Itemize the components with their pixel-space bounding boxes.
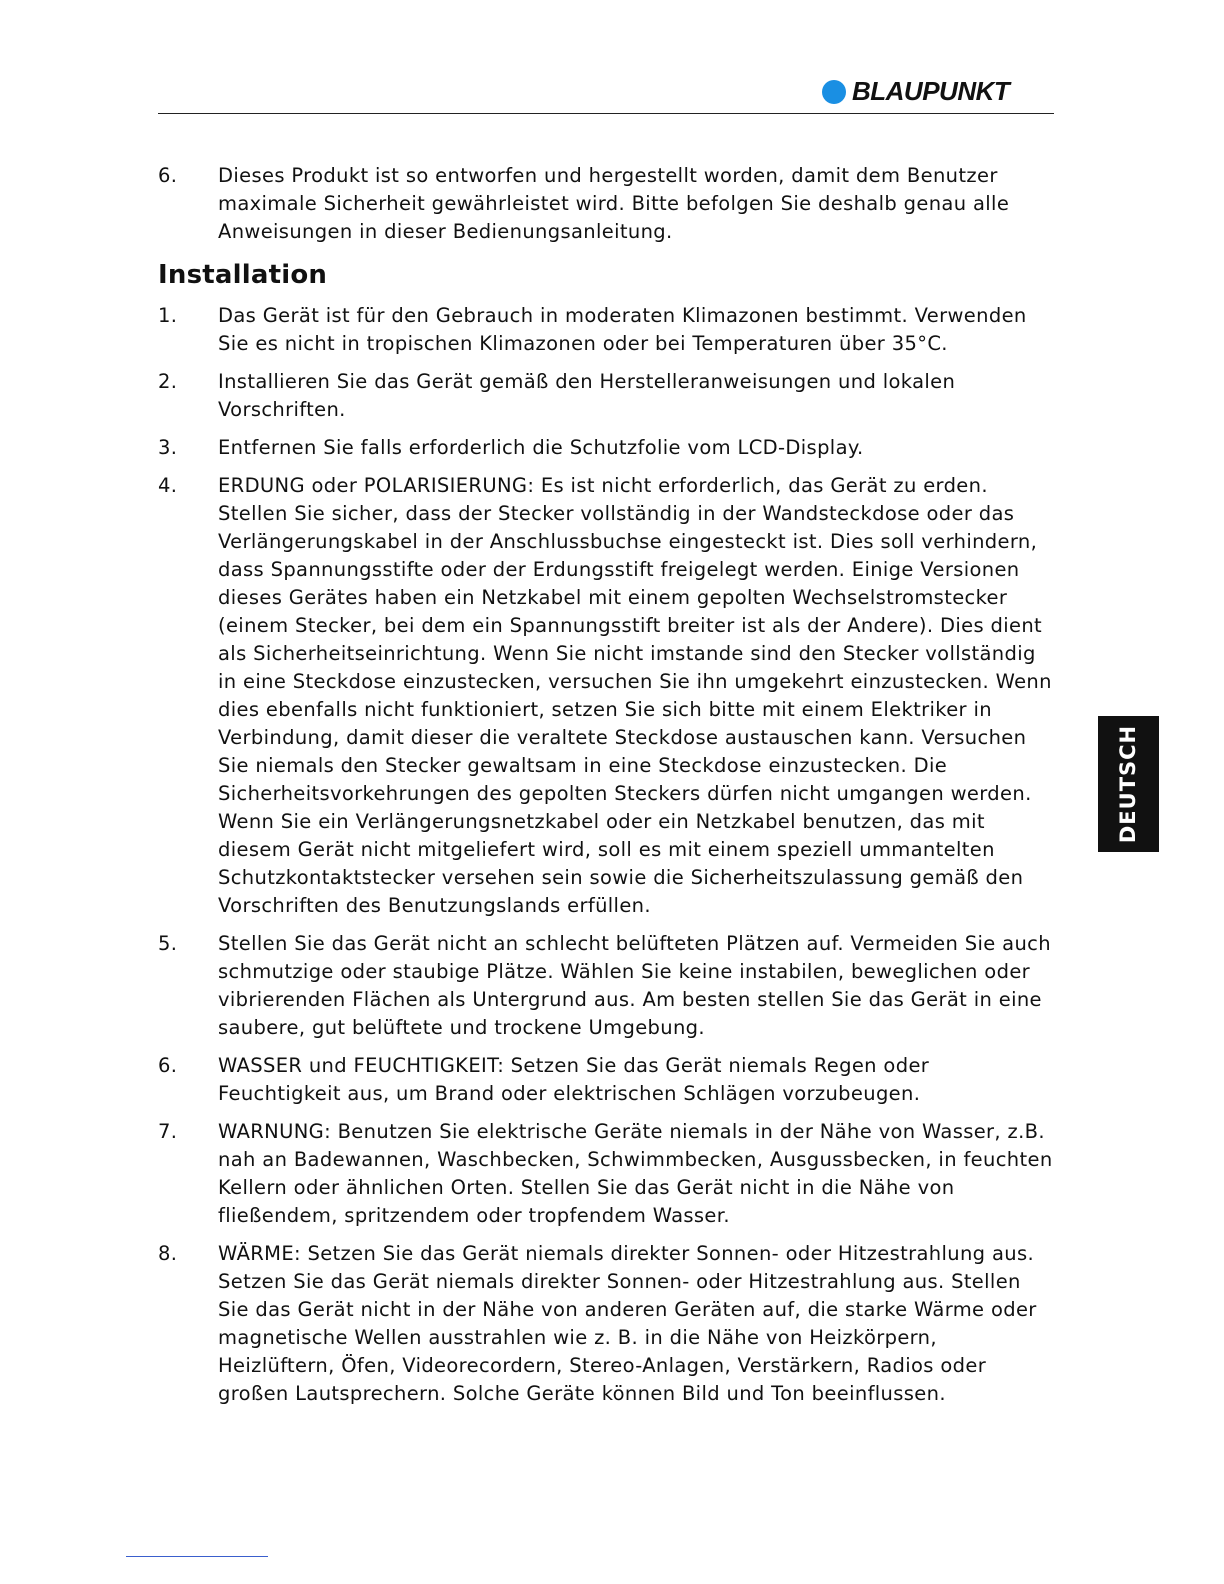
item-text: WASSER und FEUCHTIGKEIT: Setzen Sie das Gerät niemals Regen oder Feuchtigkeit aus, um Brand oder elektrischen Schlägen vorzubeugen. xyxy=(218,1054,930,1105)
list-item xyxy=(158,302,1058,358)
item-number: 4. xyxy=(158,474,178,497)
item-text: Dieses Produkt ist so entworfen und hergestellt worden, damit dem Benutzer maximale Sicherheit gewährleistet wird. Bitte befolgen Sie deshalb genau alle Anweisungen in dieser Bedienungsanleitung. xyxy=(218,164,1010,243)
header-divider xyxy=(158,113,1054,114)
document-body xyxy=(158,162,1058,1418)
language-tab xyxy=(1098,716,1159,852)
item-number: 6. xyxy=(158,164,178,187)
item-text: Das Gerät ist für den Gebrauch in moderaten Klimazonen bestimmt. Verwenden Sie es nicht in tropischen Klimazonen oder bei Temperaturen über 35°C. xyxy=(218,304,1027,355)
item-number: 7. xyxy=(158,1120,178,1143)
item-number: 1. xyxy=(158,304,178,327)
section-heading: Installation xyxy=(158,260,328,290)
list-item xyxy=(158,368,1058,424)
item-number: 6. xyxy=(158,1054,178,1077)
list-item xyxy=(158,162,1058,246)
list-item xyxy=(158,1052,1058,1108)
list-item xyxy=(158,930,1058,1042)
item-text: ERDUNG oder POLARISIERUNG: Es ist nicht erforderlich, das Gerät zu erden. Stellen Sie sicher, dass der Stecker vollständig in der Wandsteckdose oder das Verlängerungskabel in der Anschlussbuchse eingesteckt ist. Dies soll verhindern, dass Spannungsstifte oder der Erdungsstift freigelegt werden. Einige Versionen dieses Gerätes haben ein Netzkabel mit einem gepolten Wechselstromstecker (einem Stecker, bei dem ein Spannungsstift breiter ist als der Andere). Dies dient als Sicherheitseinrichtung. Wenn Sie nicht imstande sind den Stecker vollständig in eine Steckdose einzustecken, versuchen Sie ihn umgekehrt einzustecken. Wenn dies ebenfalls nicht funktioniert, setzen Sie sich bitte mit einem Elektriker in Verbindung, damit dieser die veraltete Steckdose austauschen kann. Versuchen Sie niemals den Stecker gewaltsam in eine Steckdose einzustecken. Die Sicherheitsvorkehrungen des gepolten Steckers dürfen nicht umgangen werden. Wenn Sie ein Verlängerungsnetzkabel oder ein Netzkabel benutzen, das mit diesem Gerät nicht mitgeliefert wird, soll es mit einem speziell ummantelten Schutzkontaktstecker versehen sein sowie die Sicherheitszulassung gemäß den Vorschriften des Benutzungslands erfüllen. xyxy=(218,474,1052,917)
list-item xyxy=(158,1240,1058,1408)
item-number: 8. xyxy=(158,1242,178,1265)
item-number: 2. xyxy=(158,370,178,393)
brand-name: BLAUPUNKT xyxy=(852,76,1010,106)
brand-dot-icon xyxy=(822,80,846,104)
item-number: 5. xyxy=(158,932,178,955)
list-item xyxy=(158,1118,1058,1230)
list-item xyxy=(158,434,1058,462)
item-text: WÄRME: Setzen Sie das Gerät niemals direkter Sonnen- oder Hitzestrahlung aus. Setzen Sie das Gerät niemals direkter Sonnen- oder Hitzestrahlung aus. Stellen Sie das Gerät nicht in der Nähe von anderen Geräten auf, die starke Wärme oder magnetische Wellen ausstrahlen wie z. B. in die Nähe von Heizkörpern, Heizlüftern, Öfen, Videorecordern, Stereo-Anlagen, Verstärkern, Radios oder großen Lautsprechern. Solche Geräte können Bild und Ton beeinflussen. xyxy=(218,1242,1037,1405)
item-text: Installieren Sie das Gerät gemäß den Herstelleranweisungen und lokalen Vorschriften. xyxy=(218,370,956,421)
footer-link-underline xyxy=(126,1556,268,1557)
item-text: WARNUNG: Benutzen Sie elektrische Geräte niemals in der Nähe von Wasser, z.B. nah an Badewannen, Waschbecken, Schwimmbecken, Ausgussbecken, in feuchten Kellern oder ähnlichen Orten. Stellen Sie das Gerät nicht in die Nähe von fließendem, spritzendem oder tropfendem Wasser. xyxy=(218,1120,1053,1227)
item-text: Entfernen Sie falls erforderlich die Schutzfolie vom LCD-Display. xyxy=(218,436,864,459)
item-number: 3. xyxy=(158,436,178,459)
item-text: Stellen Sie das Gerät nicht an schlecht belüfteten Plätzen auf. Vermeiden Sie auch schmutzige oder staubige Plätze. Wählen Sie keine instabilen, beweglichen oder vibrierenden Flächen als Untergrund aus. Am besten stellen Sie das Gerät in eine saubere, gut belüftete und trockene Umgebung. xyxy=(218,932,1051,1039)
language-tab-label: DEUTSCH xyxy=(1116,724,1141,844)
brand-logo xyxy=(822,76,1009,107)
list-item xyxy=(158,472,1058,920)
